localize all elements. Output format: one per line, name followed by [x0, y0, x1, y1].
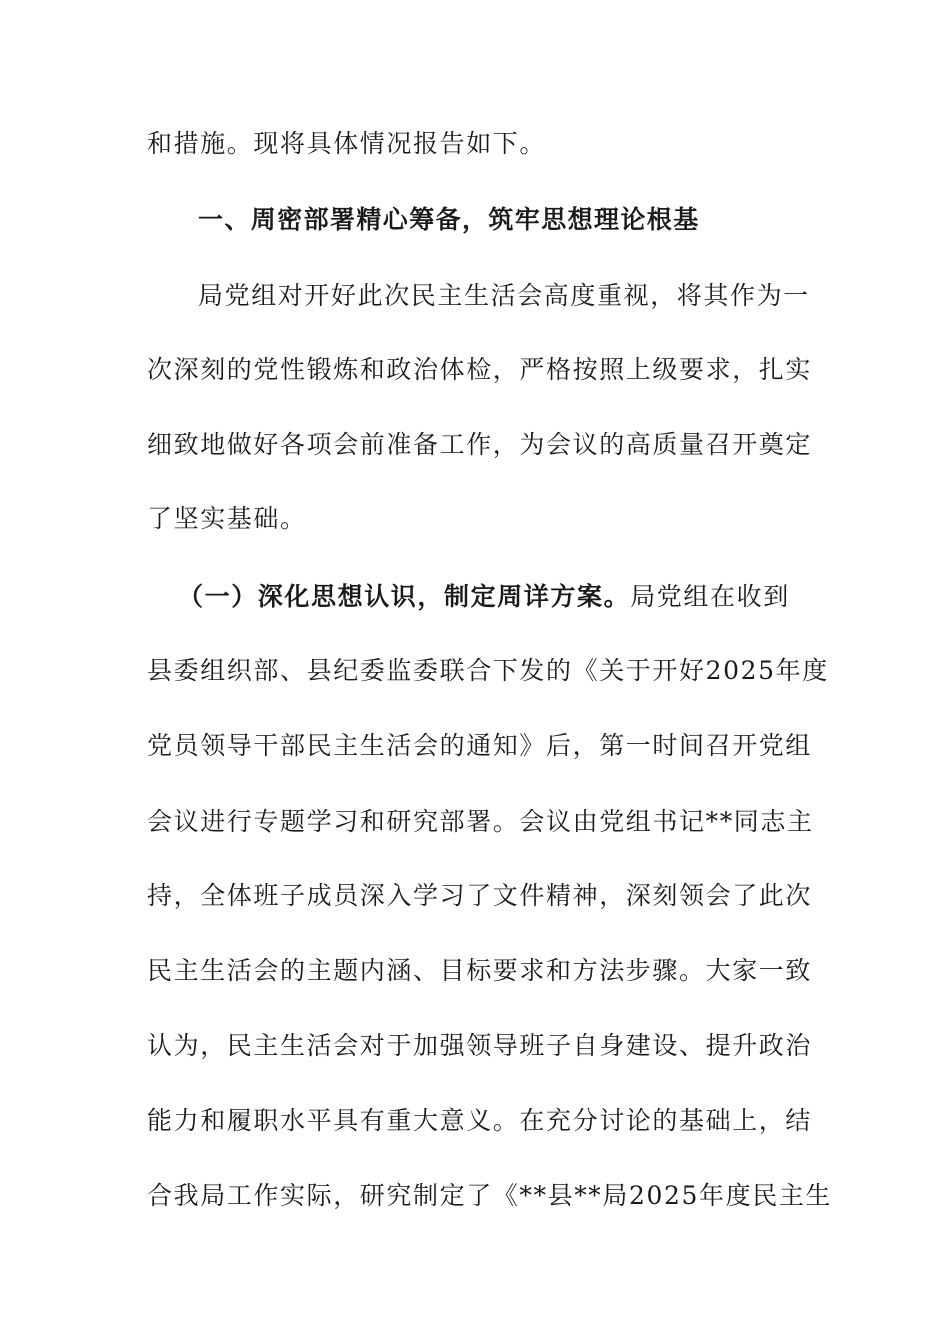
paragraph-line: 持，全体班子成员深入学习了文件精神，深刻领会了此次: [147, 881, 813, 910]
paragraph-line: 次深刻的党性锻炼和政治体检，严格按照上级要求，扎实: [147, 355, 813, 384]
section-heading: 一、周密部署精心筹备，筑牢思想理论根基: [198, 205, 700, 234]
subsection-heading: （一）深化思想认识，制定周详方案。: [178, 582, 631, 611]
paragraph-line: 会议进行专题学习和研究部署。会议由党组书记**同志主: [147, 807, 814, 836]
paragraph-line: 认为，民主生活会对于加强领导班子自身建设、提升政治: [147, 1031, 813, 1060]
paragraph-line: 县委组织部、县纪委监委联合下发的《关于开好2025年度: [147, 656, 829, 685]
paragraph-line: 局党组对开好此次民主生活会高度重视，将其作为一: [198, 281, 810, 310]
paragraph-line: 了坚实基础。: [147, 504, 307, 533]
paragraph-line: 合我局工作实际，研究制定了《**县**局2025年度民主生: [147, 1181, 833, 1210]
subsection-line: [178, 579, 858, 615]
paragraph-text: 局党组在收到: [630, 582, 790, 611]
paragraph-line: 能力和履职水平具有重大意义。在充分讨论的基础上，结: [147, 1106, 813, 1135]
paragraph-line: 党员领导干部民主生活会的通知》后，第一时间召开党组: [147, 731, 813, 760]
paragraph-line: 细致地做好各项会前准备工作，为会议的高质量召开奠定: [147, 430, 813, 459]
paragraph-line: 和措施。现将具体情况报告如下。: [147, 129, 547, 158]
paragraph-line: 民主生活会的主题内涵、目标要求和方法步骤。大家一致: [147, 956, 813, 985]
